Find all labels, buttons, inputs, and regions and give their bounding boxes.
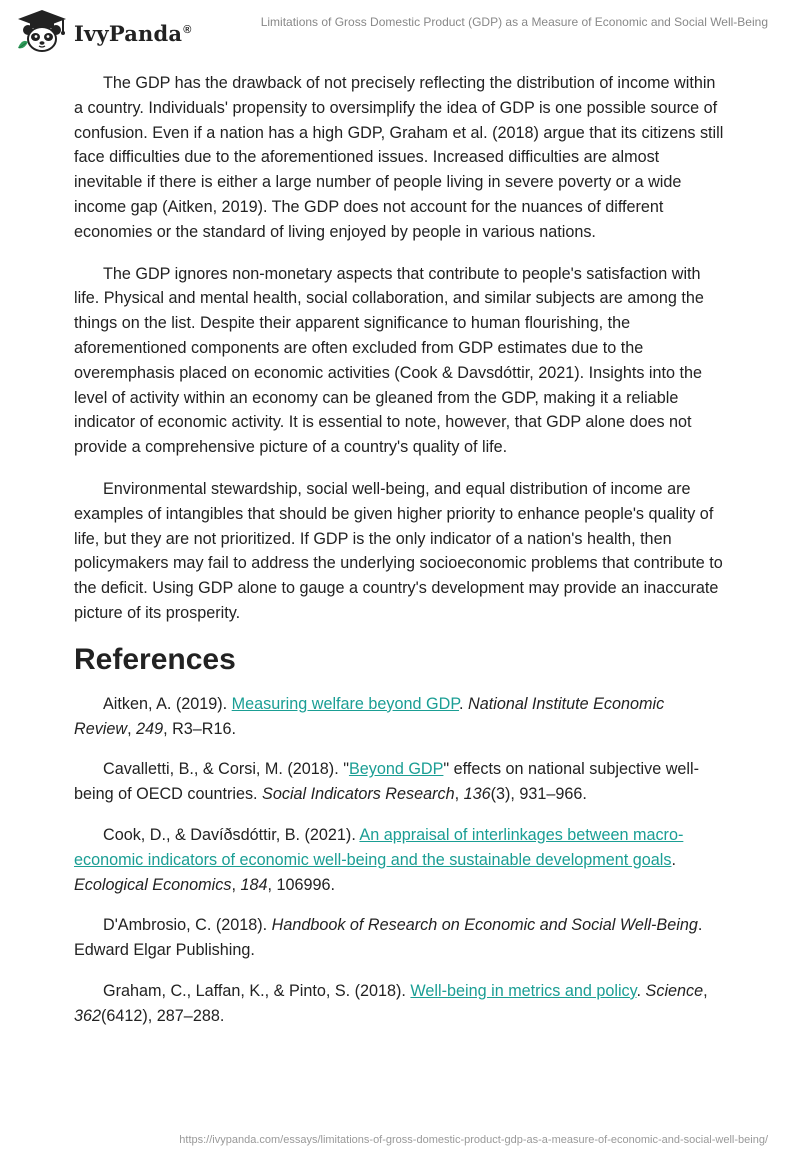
reference-link[interactable]: Beyond GDP [348,760,444,779]
source-url[interactable]: https://ivypanda.com/essays/limitations-of-gross-domestic-product-gdp-as-a-measure-of-economic-and-social-well-being/ [179,1134,768,1146]
reference-volume: 184 [240,875,268,894]
reference-authors: D'Ambrosio, C. (2018). [103,916,272,935]
page-header [0,0,800,60]
reference-book-title: Handbook of Research on Economic and Social Well-Being [271,916,698,935]
reference-item [74,823,726,897]
reference-tail: . Edward Elgar Publishing. [74,916,703,960]
reference-sep: , [231,875,241,894]
brand-name: IvyPanda [74,20,183,46]
registered-mark: ® [183,23,192,36]
reference-item [74,692,726,742]
body-paragraph-3: Environmental stewardship, social well-being, and equal distribution of income are examples of intangibles that should be given higher priority to enhance people's quality of life, but they are not prioritized. If GDP is the only indicator of a nation's health, then policymakers may fail to address the underlying socioeconomic problems that contribute to the deficit. Using GDP alone to gauge a country's development may provide an inaccurate picture of its prosperity. [74,479,723,622]
reference-journal: Ecological Economics [74,875,232,894]
reference-journal: Science [645,981,704,1000]
reference-item [74,979,726,1029]
reference-authors: Cavalletti, B., & Corsi, M. (2018). " [103,760,349,779]
reference-link[interactable]: An appraisal of interlinkages between macro-economic indicators of economic well-being and the sustainable development goals [74,825,684,869]
panda-graduate-icon [14,8,70,54]
reference-sep: , [454,785,464,804]
reference-item [74,913,726,963]
reference-punct: . [636,981,646,1000]
reference-sep: , [703,981,708,1000]
reference-tail: , 106996. [267,875,335,894]
reference-authors: Aitken, A. (2019). [103,694,232,713]
reference-punct: " effects on national subjective well-being of OECD countries. [74,760,700,804]
reference-authors: Graham, C., Laffan, K., & Pinto, S. (2018). [103,981,411,1000]
reference-volume: 249 [136,719,164,738]
logo-text [74,21,192,46]
reference-journal: National Institute Economic Review [74,694,665,738]
body-paragraph-1: The GDP has the drawback of not precisely reflecting the distribution of income within a country. Individuals' propensity to oversimplify the idea of GDP is one possible source of confusion. Even if a nation has a high GDP, Graham et al. (2018) argue that its citizens still face difficulties due to the aforementioned issues. Increased difficulties are almost inevitable if there is either a large number of people living in severe poverty or a wide income gap (Aitken, 2019). The GDP does not account for the nuances of different economies or the standard of living enjoyed by people in various nations. [74,74,724,241]
ivypanda-logo[interactable] [14,8,192,54]
body-paragraph-2: The GDP ignores non-monetary aspects that contribute to people's satisfaction with life. Physical and mental health, social collaboration, and similar subjects are among the things on the list. Despite their apparent significance to human flourishing, the aforementioned components are often excluded from GDP estimates due to the overemphasis placed on economic activities (Cook & Davsdóttir, 2021). Insights into the level of activity within an economy can be gleaned from the GDP, making it a reliable indicator of economic activity. It is essential to note, however, that GDP alone does not provide a comprehensive picture of a country's quality of life. [74,264,704,457]
reference-journal: Social Indicators Research [262,785,455,804]
reference-authors: Cook, D., & Davíðsdóttir, B. (2021). [103,825,360,844]
reference-tail: , R3–R16. [163,719,236,738]
reference-tail: (6412), 287–288. [101,1006,225,1025]
reference-tail: (3), 931–966. [490,785,587,804]
reference-link[interactable]: Measuring welfare beyond GDP [231,694,460,713]
reference-volume: 136 [463,785,491,804]
reference-punct: . [671,850,676,869]
document-title: Limitations of Gross Domestic Product (GDP) as a Measure of Economic and Social Well-Being [260,15,768,29]
reference-punct: . [459,694,469,713]
references-heading: References [74,642,236,676]
essay-content [74,71,726,1045]
reference-link[interactable]: Well-being in metrics and policy [410,981,637,1000]
reference-volume: 362 [74,1006,102,1025]
reference-item [74,757,726,807]
reference-sep: , [127,719,137,738]
